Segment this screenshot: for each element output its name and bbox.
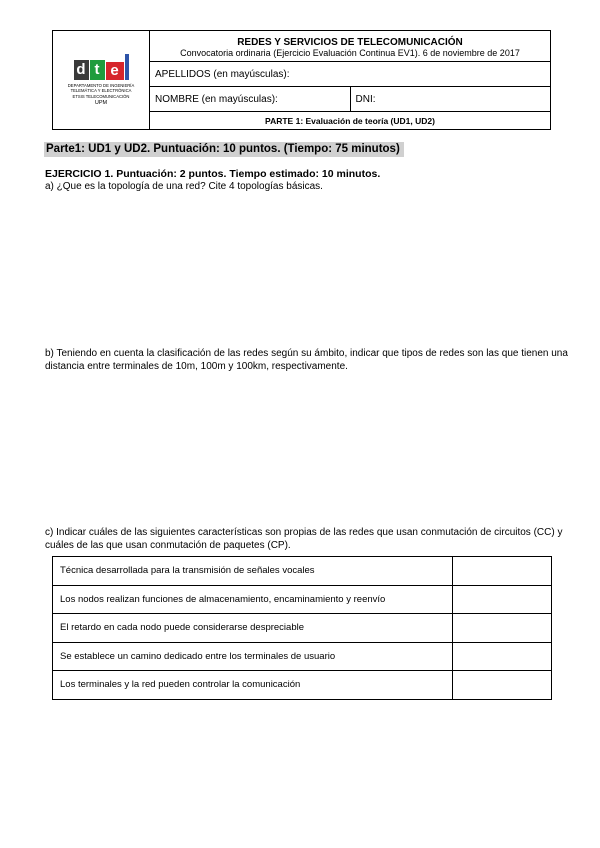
answer-cell[interactable] [453, 585, 552, 614]
dte-logo-mark [74, 54, 129, 80]
logo-letter-t: t [90, 60, 105, 80]
table-row [53, 671, 552, 700]
exam-title: REDES Y SERVICIOS DE TELECOMUNICACIÓN [237, 36, 463, 48]
characteristic-cell: Se establece un camino dedicado entre los terminales de usuario [53, 642, 453, 671]
dte-logo [53, 54, 149, 106]
dept-line-3: ETSIS TELECOMUNICACIÓN [72, 93, 130, 99]
exercise-title: EJERCICIO 1. Puntuación: 2 puntos. Tiempo estimado: 10 minutos. [45, 168, 381, 180]
table-row [53, 557, 552, 586]
parte-label: PARTE 1: Evaluación de teoría (UD1, UD2) [150, 112, 551, 130]
characteristics-table [52, 556, 552, 700]
question-b: b) Teniendo en cuenta la clasificación de las redes según su ámbito, indicar que tipos de redes son las que tienen una distancia entre terminales de 10m, 100m y 100km, respectivamente. [45, 348, 568, 372]
exam-subtitle: Convocatoria ordinaria (Ejercicio Evaluación Continua EV1). 6 de noviembre de 2017 [180, 47, 520, 58]
characteristic-cell: Técnica desarrollada para la transmisión de señales vocales [53, 557, 453, 586]
dept-line-1: DEPARTAMENTO DE INGENIERÍA [67, 82, 135, 88]
answer-cell[interactable] [453, 557, 552, 586]
characteristic-cell: El retardo en cada nodo puede considerarse despreciable [53, 614, 453, 643]
logo-letter-e: e [106, 62, 124, 80]
table-row [53, 642, 552, 671]
answer-cell[interactable] [453, 671, 552, 700]
answer-cell[interactable] [453, 614, 552, 643]
university-label: UPM [94, 100, 108, 107]
apellidos-field[interactable]: APELLIDOS (en mayúsculas): [150, 62, 551, 87]
characteristic-cell: Los nodos realizan funciones de almacenamiento, encaminamiento y reenvío [53, 585, 453, 614]
characteristic-cell: Los terminales y la red pueden controlar la comunicación [53, 671, 453, 700]
logo-cell [53, 31, 150, 130]
exam-header-table [52, 30, 551, 130]
dept-line-2: TELEMÁTICA Y ELECTRÓNICA [70, 88, 132, 94]
question-c: c) Indicar cuáles de las siguientes características son propias de las redes que usan conmutación de circuitos (CC) y cuáles de las que usan conmutación de paquetes (CP). [45, 527, 563, 551]
title-cell [150, 31, 551, 62]
logo-letter-d: d [74, 60, 89, 80]
nombre-field[interactable]: NOMBRE (en mayúsculas): [150, 87, 351, 112]
dni-field[interactable]: DNI: [350, 87, 551, 112]
question-a: a) ¿Que es la topología de una red? Cite 4 topologías básicas. [45, 181, 323, 192]
part-heading: Parte1: UD1 y UD2. Puntuación: 10 puntos. (Tiempo: 75 minutos) [44, 142, 404, 157]
table-row [53, 614, 552, 643]
logo-bar [125, 54, 129, 80]
answer-cell[interactable] [453, 642, 552, 671]
table-row [53, 585, 552, 614]
